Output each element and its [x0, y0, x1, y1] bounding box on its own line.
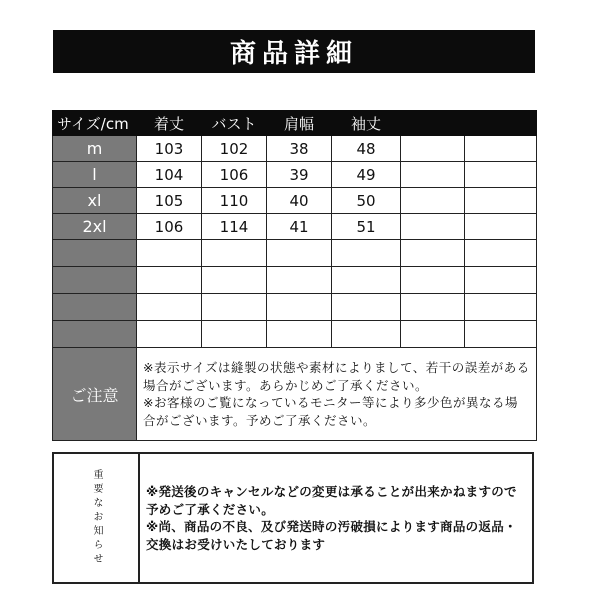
cell-length: 103	[137, 136, 202, 162]
cell-blank	[401, 162, 465, 188]
cell-sleeve: 49	[332, 162, 401, 188]
notice-label: 重要なお知らせ	[91, 469, 102, 567]
empty-row	[53, 321, 537, 348]
cell-blank	[465, 214, 537, 240]
empty-cell	[267, 240, 332, 267]
caution-text	[137, 348, 537, 441]
empty-cell	[137, 267, 202, 294]
cell-bust: 114	[202, 214, 267, 240]
empty-cell	[202, 267, 267, 294]
notice-text	[140, 454, 532, 582]
cell-shoulder: 38	[267, 136, 332, 162]
empty-cell	[267, 267, 332, 294]
empty-cell	[332, 294, 401, 321]
page-title: 商品詳細	[229, 39, 358, 69]
empty-cell	[332, 321, 401, 348]
cell-sleeve: 48	[332, 136, 401, 162]
table-row	[53, 136, 537, 162]
notice-label-cell	[54, 454, 140, 582]
empty-label-cell	[53, 294, 137, 321]
empty-cell	[267, 321, 332, 348]
empty-cell	[401, 294, 465, 321]
empty-cell	[137, 240, 202, 267]
empty-cell	[202, 321, 267, 348]
empty-cell	[465, 294, 537, 321]
cell-blank	[465, 188, 537, 214]
header-blank	[465, 111, 537, 136]
header-blank	[401, 111, 465, 136]
caution-line: ※お客様のご覧になっているモニター等により多少色が異なる場合がございます。予めご了承ください。	[143, 395, 518, 428]
empty-cell	[267, 294, 332, 321]
empty-cell	[202, 240, 267, 267]
size-chart-table	[52, 110, 537, 441]
header-size: サイズ/cm	[53, 111, 137, 136]
size-label: l	[53, 162, 137, 188]
empty-cell	[202, 294, 267, 321]
empty-cell	[332, 240, 401, 267]
header-shoulder: 肩幅	[267, 111, 332, 136]
cell-blank	[401, 214, 465, 240]
important-notice-box	[52, 452, 534, 584]
cell-length: 105	[137, 188, 202, 214]
table-header-row	[53, 111, 537, 136]
table-row	[53, 214, 537, 240]
size-label: xl	[53, 188, 137, 214]
table-row	[53, 188, 537, 214]
cell-sleeve: 50	[332, 188, 401, 214]
cell-blank	[465, 162, 537, 188]
title-banner	[53, 30, 535, 73]
empty-row	[53, 240, 537, 267]
table-row	[53, 162, 537, 188]
empty-cell	[137, 294, 202, 321]
empty-cell	[465, 267, 537, 294]
caution-label: ご注意	[53, 348, 137, 441]
size-label: 2xl	[53, 214, 137, 240]
empty-cell	[465, 321, 537, 348]
notice-line: ※発送後のキャンセルなどの変更は承ることが出来かねますので予めご了承ください。	[146, 484, 517, 517]
empty-cell	[137, 321, 202, 348]
cell-blank	[465, 136, 537, 162]
cell-length: 106	[137, 214, 202, 240]
empty-cell	[401, 321, 465, 348]
cell-bust: 102	[202, 136, 267, 162]
empty-label-cell	[53, 321, 137, 348]
size-label: m	[53, 136, 137, 162]
cell-shoulder: 40	[267, 188, 332, 214]
header-bust: バスト	[202, 111, 267, 136]
cell-blank	[401, 136, 465, 162]
cell-sleeve: 51	[332, 214, 401, 240]
empty-row	[53, 294, 537, 321]
notice-line: ※尚、商品の不良、及び発送時の汚破損によります商品の返品・交換はお受けいたしております	[146, 519, 517, 552]
cell-blank	[401, 188, 465, 214]
empty-cell	[465, 240, 537, 267]
empty-label-cell	[53, 267, 137, 294]
empty-cell	[332, 267, 401, 294]
header-length: 着丈	[137, 111, 202, 136]
cell-shoulder: 39	[267, 162, 332, 188]
caution-line: ※表示サイズは縫製の状態や素材によりまして、若干の誤差がある場合がございます。あらかじめご了承ください。	[143, 360, 530, 393]
cell-shoulder: 41	[267, 214, 332, 240]
cell-length: 104	[137, 162, 202, 188]
caution-row	[53, 348, 537, 441]
cell-bust: 110	[202, 188, 267, 214]
empty-cell	[401, 267, 465, 294]
header-sleeve: 袖丈	[332, 111, 401, 136]
empty-label-cell	[53, 240, 137, 267]
empty-cell	[401, 240, 465, 267]
empty-row	[53, 267, 537, 294]
cell-bust: 106	[202, 162, 267, 188]
